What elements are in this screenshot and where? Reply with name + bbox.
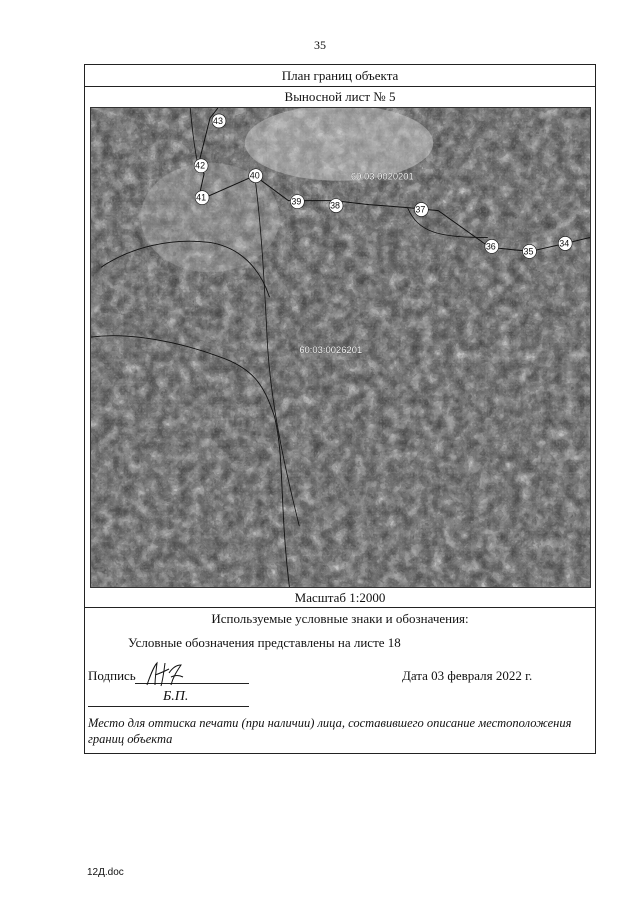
svg-text:34: 34 <box>559 238 570 249</box>
point-marker-39 <box>290 195 304 209</box>
svg-text:35: 35 <box>523 246 534 257</box>
point-marker-34 <box>558 236 572 250</box>
point-marker-41 <box>195 191 209 205</box>
aerial-map <box>90 107 591 588</box>
sheet-subtitle: Выносной лист № 5 <box>284 89 396 104</box>
parcel-label-center: 60:03:0026201 <box>299 344 363 356</box>
svg-text:36: 36 <box>485 241 496 252</box>
svg-text:42: 42 <box>195 160 206 171</box>
stamp-note: Место для оттиска печати (при наличии) лица, составившего описание местоположения границ объекта <box>88 716 572 746</box>
aerial-map-svg <box>91 108 590 587</box>
signature-decode-row <box>85 691 595 709</box>
point-marker-40 <box>249 169 263 183</box>
svg-text:41: 41 <box>196 192 207 203</box>
signature-date: Дата 03 февраля 2022 г. <box>402 668 533 683</box>
point-marker-35 <box>523 244 537 258</box>
legend-title: Используемые условные знаки и обозначения: <box>211 611 469 626</box>
parcel-label-north: 60:03:0020201 <box>350 171 414 183</box>
plan-title: План границ объекта <box>85 65 595 87</box>
clearing-area <box>245 108 433 181</box>
file-name-footer: 12Д.doc <box>87 867 124 878</box>
decode-underline <box>88 706 249 707</box>
map-scale: Масштаб 1:2000 <box>85 588 595 608</box>
boundary-plan-frame <box>84 64 596 754</box>
signature-row <box>85 663 595 685</box>
handwritten-signature <box>143 659 187 689</box>
point-marker-42 <box>194 159 208 173</box>
point-marker-38 <box>329 199 343 213</box>
point-marker-36 <box>485 239 499 253</box>
svg-text:39: 39 <box>291 196 302 207</box>
point-marker-37 <box>414 203 428 217</box>
svg-text:37: 37 <box>415 204 426 215</box>
signature-label: Подпись <box>88 668 136 683</box>
signature-decode: Б.П. <box>163 689 189 704</box>
svg-text:40: 40 <box>249 170 260 181</box>
page-number: 35 <box>314 38 326 52</box>
svg-text:43: 43 <box>213 115 223 126</box>
svg-text:38: 38 <box>330 200 341 211</box>
point-marker-43 <box>212 114 226 128</box>
legend-text: Условные обозначения представлены на листе 18 <box>128 635 401 650</box>
